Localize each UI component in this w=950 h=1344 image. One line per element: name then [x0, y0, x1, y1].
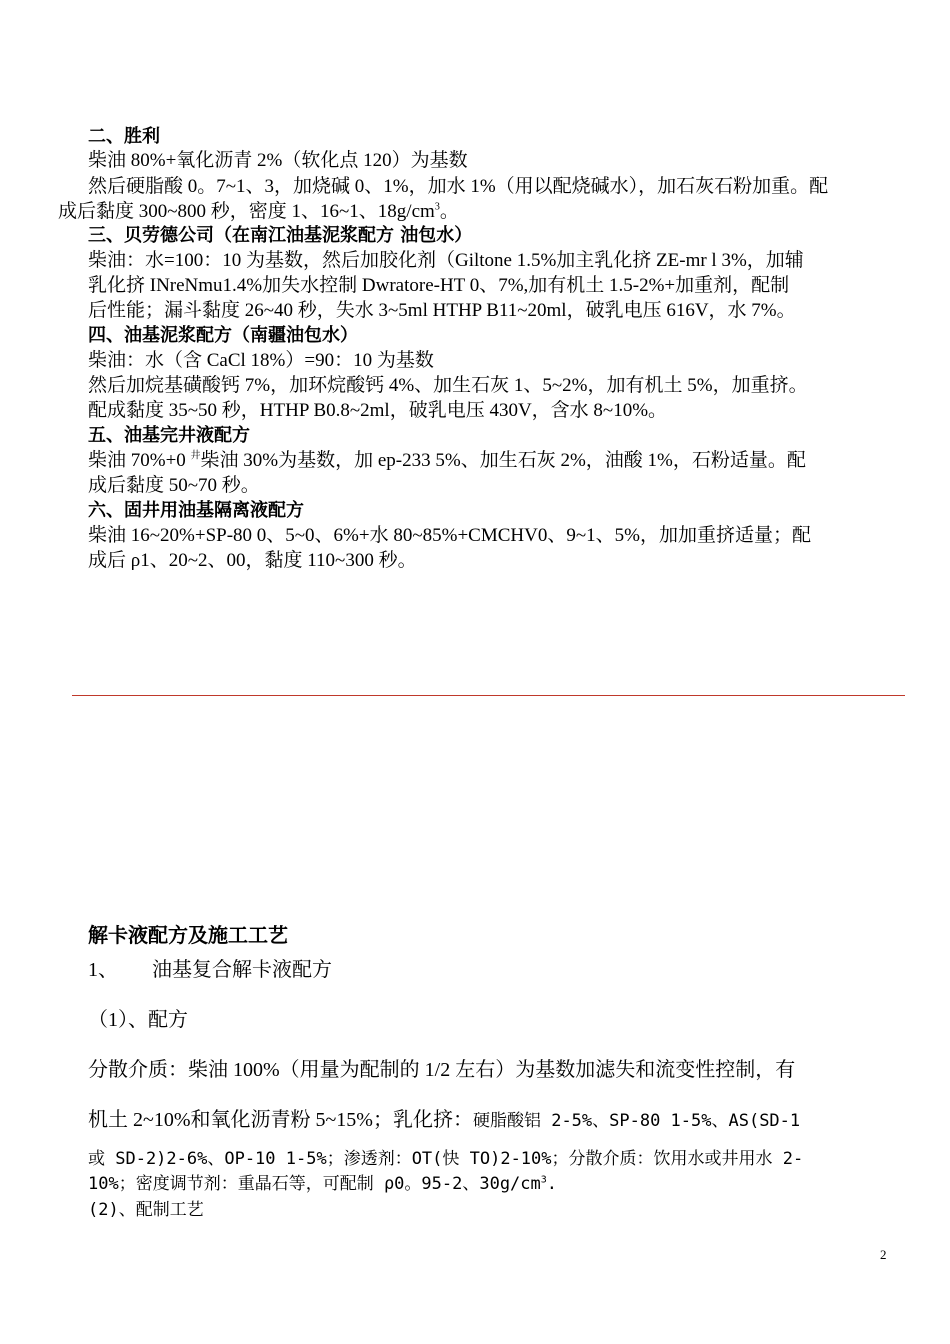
section-2-line-3-end: 。	[439, 201, 459, 222]
section-3-title: 三、贝劳德公司（在南江油基泥浆配方 油包水）	[88, 225, 473, 246]
release-para-line-2	[88, 1106, 800, 1135]
release-para-line-3: 或 SD-2)2-6%、OP-10 1-5%；渗透剂：OT(快 TO)2-10%；分散介质：饮用水或井用水 2-	[88, 1149, 804, 1169]
release-title: 解卡液配方及施工工艺	[88, 923, 288, 947]
section-5-line-1-start: 柴油 70%+0	[88, 450, 191, 471]
section-6-line-1: 柴油 16~20%+SP-80 0、5~0、6%+水 80~85%+CMCHV0、9~1、5%，加加重挤适量；配	[88, 525, 811, 546]
section-4-title: 四、油基泥浆配方（南疆油包水）	[88, 325, 358, 346]
page-number: 2	[880, 1247, 887, 1262]
superscript: 井	[190, 450, 201, 462]
section-divider-line	[72, 695, 905, 696]
release-item-1	[88, 956, 332, 984]
section-3-line-3: 后性能；漏斗黏度 26~40 秒，失水 3~5ml HTHP B11~20ml，破乳电压 616V，水 7%。	[88, 300, 796, 321]
release-para-line-1: 分散介质：柴油 100%（用量为配制的 1/2 左右）为基数加滤失和流变性控制，有	[88, 1059, 796, 1081]
para-line-2-rest: 硬脂酸铝 2-5%、SP-80 1-5%、AS(SD-1	[472, 1111, 801, 1131]
para-line-4-end: .	[546, 1174, 558, 1194]
release-sub-2: (2)、配制工艺	[88, 1200, 204, 1220]
section-2-title: 二、胜利	[88, 126, 160, 147]
section-4-line-1: 柴油：水（含 CaCl 18%）=90：10 为基数	[88, 350, 434, 371]
release-sub-1: （1）、配方	[88, 1009, 188, 1031]
item-number: 1、	[88, 959, 118, 981]
section-2-line-3-text: 成后黏度 300~800 秒，密度 1、16~1、18g/cm	[58, 201, 435, 222]
section-5-line-1	[88, 449, 806, 473]
release-para-line-4	[88, 1170, 557, 1198]
section-2-line-3	[58, 200, 459, 224]
item-text: 油基复合解卡液配方	[152, 959, 332, 981]
superscript: 3	[540, 1174, 547, 1186]
section-5-line-2: 成后黏度 50~70 秒。	[88, 475, 260, 496]
superscript: 3	[434, 201, 440, 213]
section-4-line-3: 配成黏度 35~50 秒，HTHP B0.8~2ml，破乳电压 430V，含水 8~10%。	[88, 400, 668, 421]
section-6-line-2: 成后 ρ1、20~2、00，黏度 110~300 秒。	[88, 550, 417, 571]
para-line-2-start: 机土 2~10%和氧化沥青粉 5~15%；乳化挤：	[88, 1109, 473, 1131]
para-line-4-text: 10%；密度调节剂：重晶石等，可配制 ρ0。95-2、30g/cm	[88, 1174, 541, 1194]
section-4-line-2: 然后加烷基磺酸钙 7%，加环烷酸钙 4%、加生石灰 1、5~2%，加有机土 5%，加重挤。	[88, 375, 808, 396]
section-6-title: 六、固井用油基隔离液配方	[88, 500, 304, 521]
section-3-line-1: 柴油：水=100：10 为基数，然后加胶化剂（Giltone 1.5%加主乳化挤 ZE-mr l 3%，加辅	[88, 250, 804, 271]
section-2-line-2: 然后硬脂酸 0。7~1、3，加烧碱 0、1%，加水 1%（用以配烧碱水），加石灰石粉加重。配	[88, 176, 829, 197]
section-2-line-1: 柴油 80%+氧化沥青 2%（软化点 120）为基数	[88, 150, 468, 171]
section-3-line-2: 乳化挤 INreNmu1.4%加失水控制 Dwratore-HT 0、7%,加有机土 1.5-2%+加重剂，配制	[88, 275, 790, 296]
section-5-line-1-rest: 柴油 30%为基数，加 ep-233 5%、加生石灰 2%，油酸 1%，石粉适量。配	[200, 450, 806, 471]
section-5-title: 五、油基完井液配方	[88, 425, 250, 446]
